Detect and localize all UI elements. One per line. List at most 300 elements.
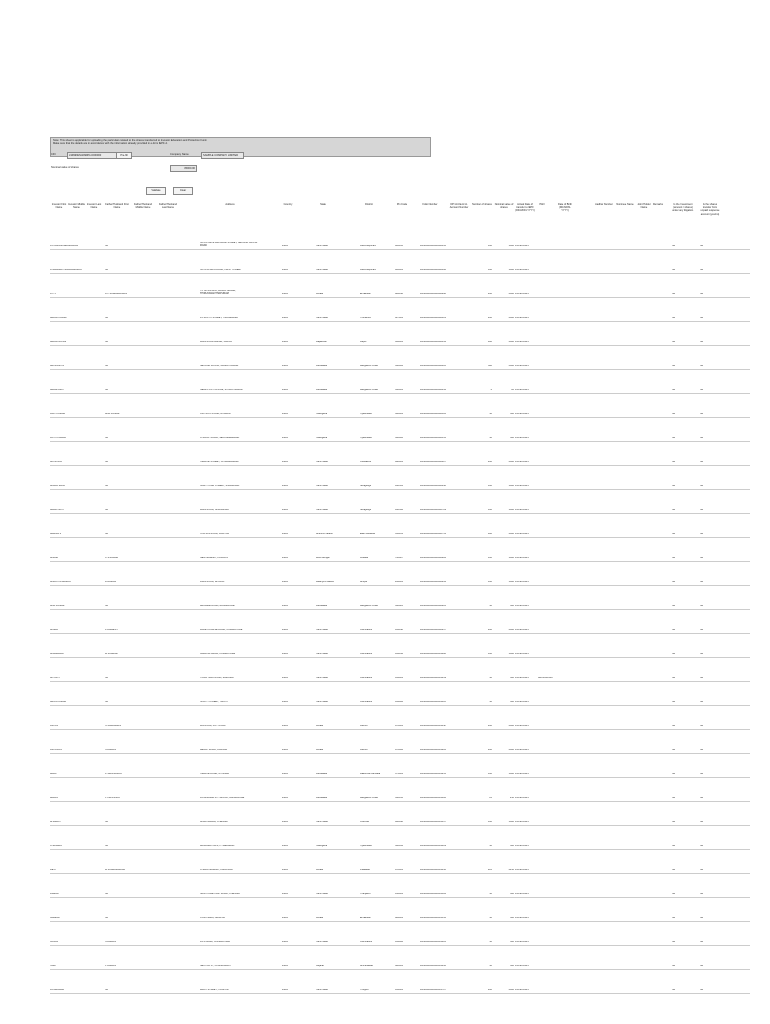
cell-folio-number[interactable]: RLS0000000000000301 <box>420 317 446 320</box>
cell-folio-number[interactable]: RLS0000000000001502 <box>420 893 446 896</box>
cell-pin-code[interactable]: 600040 <box>395 821 403 824</box>
cell-folio-number[interactable]: RLS0000000000001306 <box>420 797 446 800</box>
cell-number-of-shares[interactable]: 100 <box>488 821 492 824</box>
cell-transfer-date[interactable]: 19-Feb-2021 <box>515 797 529 800</box>
cell-suspense-account[interactable]: No <box>700 533 704 536</box>
cell-district[interactable]: Palakkad <box>360 869 370 872</box>
cell-district[interactable]: Coimbatore <box>360 941 373 944</box>
cell-transfer-date[interactable]: 19-Feb-2021 <box>515 581 529 584</box>
cell-number-of-shares[interactable]: 200 <box>488 749 492 752</box>
cell-investor-first-name[interactable]: ASHOKAN <box>50 749 62 752</box>
cell-state[interactable]: Rajasthan <box>316 341 327 344</box>
cell-transfer-date[interactable]: 19-Feb-2021 <box>515 485 529 488</box>
cell-investor-first-name[interactable]: ASHOK <box>50 725 59 728</box>
cell-suspense-account[interactable]: No <box>700 749 704 752</box>
cell-suspense-account[interactable]: No <box>700 437 704 440</box>
cell-folio-number[interactable]: RLS0000000000001409 <box>420 845 446 848</box>
cell-country[interactable]: INDIA <box>282 797 289 800</box>
cell-litigation[interactable]: No <box>672 293 676 296</box>
cell-district[interactable]: Thanjavur <box>360 893 371 896</box>
cell-investor-first-name[interactable]: ARUN KUMAR <box>50 701 67 704</box>
cell-nominal-value[interactable]: 500 <box>510 677 514 680</box>
cell-investor-first-name[interactable]: CHANDRA <box>50 845 62 848</box>
cell-country[interactable]: INDIA <box>282 389 289 392</box>
cell-folio-number[interactable]: RLS0000000000000268 <box>420 293 446 296</box>
cell-pin-code[interactable]: 641002 <box>395 701 403 704</box>
cell-folio-number[interactable]: RLS0000000000000503 <box>420 413 446 416</box>
cell-country[interactable]: INDIA <box>282 461 289 464</box>
cell-investor-first-name[interactable]: DEVI <box>50 869 56 872</box>
cell-number-of-shares[interactable]: 100 <box>488 269 492 272</box>
cell-number-of-shares[interactable]: 50 <box>489 893 492 896</box>
cell-state[interactable]: Tamil Nadu <box>316 989 328 992</box>
cell-number-of-shares[interactable]: 100 <box>488 653 492 656</box>
cell-investor-first-name[interactable]: ABRAHAM P <box>50 389 65 392</box>
cell-number-of-shares[interactable]: 200 <box>488 725 492 728</box>
cell-litigation[interactable]: No <box>672 701 676 704</box>
cell-state[interactable]: Tamil Nadu <box>316 701 328 704</box>
cell-pin-code[interactable]: 462001 <box>395 581 403 584</box>
cell-nominal-value[interactable]: 1000 <box>508 773 514 776</box>
cell-address[interactable]: CHURCH ROAD, SECUNDERABAD <box>200 437 240 440</box>
cell-number-of-shares[interactable]: 300 <box>488 365 492 368</box>
cell-pin-code[interactable]: 641001 <box>395 677 403 680</box>
cell-investor-first-name[interactable]: GOPAL <box>50 941 59 944</box>
cell-suspense-account[interactable]: No <box>700 269 704 272</box>
cell-litigation[interactable]: No <box>672 965 676 968</box>
cell-district[interactable]: Hyderabad <box>360 437 372 440</box>
cell-investor-first-name[interactable]: ANAND <box>50 557 59 560</box>
cell-district[interactable]: Ernakulam <box>360 917 372 920</box>
cell-nominal-value[interactable]: 500 <box>510 845 514 848</box>
cell-folio-number[interactable]: RLS0000000000001450 <box>420 869 446 872</box>
cell-litigation[interactable]: No <box>672 485 676 488</box>
cell-transfer-date[interactable]: 19-Feb-2021 <box>515 269 529 272</box>
cell-pan[interactable]: ABCPA1234K <box>538 677 553 680</box>
cell-district[interactable]: Kannur <box>360 725 368 728</box>
cell-investor-first-name[interactable]: ABHILASH R <box>50 365 65 368</box>
cell-pin-code[interactable]: 560004 <box>395 365 403 368</box>
cell-pin-code[interactable]: 682016 <box>395 293 403 296</box>
cell-folio-number[interactable]: RLS0000000000001656 <box>420 965 446 968</box>
cell-number-of-shares[interactable]: 50 <box>489 677 492 680</box>
cell-father-first-name[interactable]: NA <box>105 605 109 608</box>
cell-nominal-value[interactable]: 2250 <box>508 869 514 872</box>
cell-state[interactable]: Tamil Nadu <box>316 509 328 512</box>
cell-address[interactable]: SOUTH STREET, TRICHY <box>200 701 229 704</box>
cell-investor-first-name[interactable]: HARI <box>50 965 56 968</box>
cell-number-of-shares[interactable]: 100 <box>488 509 492 512</box>
cell-country[interactable]: INDIA <box>282 653 289 656</box>
cell-litigation[interactable]: No <box>672 797 676 800</box>
cell-litigation[interactable]: No <box>672 509 676 512</box>
cell-transfer-date[interactable]: 19-Feb-2021 <box>515 917 529 920</box>
cell-country[interactable]: INDIA <box>282 437 289 440</box>
cell-investor-first-name[interactable]: JAYARAMAN <box>50 989 65 992</box>
cell-number-of-shares[interactable]: 225 <box>488 869 492 872</box>
cell-address[interactable]: TOWN HALL ROAD, MADURAI <box>200 677 234 680</box>
cell-nominal-value[interactable]: 4000 <box>508 341 514 344</box>
cell-father-first-name[interactable]: S SUBRAMANI <box>105 725 122 728</box>
cell-transfer-date[interactable]: 19-Feb-2021 <box>515 725 529 728</box>
cell-country[interactable]: INDIA <box>282 629 289 632</box>
cell-number-of-shares[interactable]: 50 <box>489 845 492 848</box>
cell-pin-code[interactable]: 641601 <box>395 989 403 992</box>
cell-litigation[interactable]: No <box>672 413 676 416</box>
cell-father-first-name[interactable]: NA <box>105 701 109 704</box>
cell-district[interactable]: Coimbatore <box>360 653 373 656</box>
cell-number-of-shares[interactable]: 200 <box>488 293 492 296</box>
cell-state[interactable]: Tamil Nadu <box>316 245 328 248</box>
cell-suspense-account[interactable]: No <box>700 245 704 248</box>
cell-district[interactable]: Jaipur <box>360 341 367 344</box>
cell-folio-number[interactable]: RLS0000000000000905 <box>420 605 446 608</box>
cell-suspense-account[interactable]: No <box>700 701 704 704</box>
cell-suspense-account[interactable]: No <box>700 797 704 800</box>
cell-country[interactable]: INDIA <box>282 725 289 728</box>
cell-suspense-account[interactable]: No <box>700 869 704 872</box>
cell-address[interactable]: MG ROAD, KOTTAYAM <box>200 725 226 728</box>
cell-father-first-name[interactable]: NA <box>105 317 109 320</box>
cell-suspense-account[interactable]: No <box>700 821 704 824</box>
cell-litigation[interactable]: No <box>672 245 676 248</box>
cell-transfer-date[interactable]: 19-Feb-2021 <box>515 245 529 248</box>
cell-number-of-shares[interactable]: 100 <box>488 773 492 776</box>
cell-investor-first-name[interactable]: ALAGU RAJA <box>50 485 65 488</box>
validate-button[interactable]: Validate <box>146 187 166 195</box>
cell-investor-first-name[interactable]: BHARATH <box>50 821 62 824</box>
cell-litigation[interactable]: No <box>672 605 676 608</box>
cell-nominal-value[interactable]: 20 <box>511 389 514 392</box>
cell-father-first-name[interactable]: NA <box>105 389 109 392</box>
cell-district[interactable]: Bangalore Urban <box>360 797 379 800</box>
cell-pin-code[interactable]: 500003 <box>395 437 403 440</box>
cell-district[interactable]: East Godavari <box>360 533 376 536</box>
cell-state[interactable]: West Bengal <box>316 557 330 560</box>
cell-litigation[interactable]: No <box>672 773 676 776</box>
cell-father-first-name[interactable]: S RAMAN <box>105 749 116 752</box>
cell-country[interactable]: INDIA <box>282 845 289 848</box>
cell-address[interactable]: NO 1/45 MAIN ROAD, FIRST STREET <box>200 269 242 272</box>
cell-address[interactable]: STATION ROAD, GUNTUR <box>200 533 230 536</box>
cell-transfer-date[interactable]: 19-Feb-2021 <box>515 869 529 872</box>
cell-litigation[interactable]: No <box>672 317 676 320</box>
cell-state[interactable]: Tamil Nadu <box>316 893 328 896</box>
cell-transfer-date[interactable]: 19-Feb-2021 <box>515 365 529 368</box>
cell-investor-first-name[interactable]: DINESH <box>50 893 60 896</box>
cell-state[interactable]: Telangana <box>316 413 328 416</box>
cell-father-first-name[interactable]: K SRINIVASAN <box>105 773 122 776</box>
cell-number-of-shares[interactable]: 100 <box>488 245 492 248</box>
cell-investor-first-name[interactable]: AKHIL RAJ <box>50 461 63 464</box>
cell-folio-number[interactable]: RLS0000000000001357 <box>420 821 446 824</box>
cell-father-first-name[interactable]: NA <box>105 365 109 368</box>
cell-nominal-value[interactable]: 500 <box>510 965 514 968</box>
cell-address[interactable]: WEST STREET, TIRUPUR <box>200 989 229 992</box>
cell-transfer-date[interactable]: 19-Feb-2021 <box>515 845 529 848</box>
cell-folio-number[interactable]: RLS0000000000001152 <box>420 725 446 728</box>
cell-suspense-account[interactable]: No <box>700 461 704 464</box>
cell-state[interactable]: Tamil Nadu <box>316 317 328 320</box>
cell-folio-number[interactable]: RLS0000000000000354 <box>420 341 446 344</box>
cell-district[interactable]: Kancheepuram <box>360 245 377 248</box>
cell-country[interactable]: INDIA <box>282 533 289 536</box>
cell-suspense-account[interactable]: No <box>700 413 704 416</box>
cell-litigation[interactable]: No <box>672 725 676 728</box>
cell-nominal-value[interactable]: 2000 <box>508 629 514 632</box>
cell-district[interactable]: Hyderabad <box>360 413 372 416</box>
cell-litigation[interactable]: No <box>672 845 676 848</box>
cell-litigation[interactable]: No <box>672 629 676 632</box>
cell-nominal-value[interactable]: 1000 <box>508 245 514 248</box>
cell-district[interactable]: Sivaganga <box>360 509 372 512</box>
cell-nominal-value[interactable]: 2000 <box>508 989 514 992</box>
cell-address[interactable]: ANNA NAGAR, CHENNAI <box>200 821 228 824</box>
cell-investor-first-name[interactable]: ANNAMALAI <box>50 653 64 656</box>
cell-address[interactable]: NEW MARKET, KOLKATA <box>200 557 228 560</box>
cell-nominal-value[interactable]: 250 <box>510 797 514 800</box>
cell-litigation[interactable]: No <box>672 557 676 560</box>
cell-folio-number[interactable]: RLS0000000000001101 <box>420 701 446 704</box>
cell-number-of-shares[interactable]: 50 <box>489 437 492 440</box>
cell-number-of-shares[interactable]: 25 <box>489 797 492 800</box>
cell-investor-first-name[interactable]: BABU <box>50 773 57 776</box>
cell-district[interactable]: Dakshina Kannada <box>360 773 381 776</box>
cell-address[interactable]: SECOND FLOOR, GANDHI BAZAR <box>200 365 239 368</box>
cell-father-first-name[interactable]: NA <box>105 485 109 488</box>
cell-address[interactable]: CIVIL LINES, NAGPUR <box>200 917 226 920</box>
cell-country[interactable]: INDIA <box>282 605 289 608</box>
clear-button[interactable]: Clear <box>173 187 193 195</box>
cell-investor-first-name[interactable]: ABDUL KALAM <box>50 317 67 320</box>
cell-father-first-name[interactable]: M SUBBIAH <box>105 653 119 656</box>
cell-suspense-account[interactable]: No <box>700 389 704 392</box>
cell-father-first-name[interactable]: K RAMESH <box>105 629 118 632</box>
cell-investor-first-name[interactable]: ANJALI <box>50 629 59 632</box>
cell-litigation[interactable]: No <box>672 941 676 944</box>
cell-address[interactable]: TC NO 23/1435, RAJAJI NAGAR, THIRUVANANTHAPURAM <box>200 290 236 296</box>
cell-father-first-name[interactable]: NA <box>105 893 109 896</box>
cell-state[interactable]: Andhra Pradesh <box>316 533 334 536</box>
cell-address[interactable]: NEAR POST OFFICE, SHIVAJI NAGAR <box>200 389 243 392</box>
cell-country[interactable]: INDIA <box>282 485 289 488</box>
cell-address[interactable]: MAIN ROAD BAZAR, JAIPUR <box>200 341 233 344</box>
cell-state[interactable]: Tamil Nadu <box>316 821 328 824</box>
cell-country[interactable]: INDIA <box>282 917 289 920</box>
cell-district[interactable]: Tiruppur <box>360 989 369 992</box>
cell-litigation[interactable]: No <box>672 893 676 896</box>
cell-litigation[interactable]: No <box>672 989 676 992</box>
cell-state[interactable]: Kerala <box>316 917 323 920</box>
cell-nominal-value[interactable]: 500 <box>510 941 514 944</box>
cell-suspense-account[interactable]: No <box>700 965 704 968</box>
cell-state[interactable]: Karnataka <box>316 389 327 392</box>
cell-litigation[interactable]: No <box>672 389 676 392</box>
cell-number-of-shares[interactable]: 100 <box>488 581 492 584</box>
cell-address[interactable]: SECTOR 17, CHANDIGARH <box>200 965 231 968</box>
cell-transfer-date[interactable]: 19-Feb-2021 <box>515 605 529 608</box>
cell-transfer-date[interactable]: 19-Feb-2021 <box>515 677 529 680</box>
cell-transfer-date[interactable]: 19-Feb-2021 <box>515 509 529 512</box>
cell-country[interactable]: INDIA <box>282 749 289 752</box>
cell-pin-code[interactable]: 641002 <box>395 941 403 944</box>
cell-pin-code[interactable]: 630561 <box>395 485 403 488</box>
cell-pin-code[interactable]: 560025 <box>395 605 403 608</box>
cell-nominal-value[interactable]: 2000 <box>508 749 514 752</box>
cell-suspense-account[interactable]: No <box>700 893 704 896</box>
cell-father-first-name[interactable]: ANIL KUMAR <box>105 413 120 416</box>
cell-suspense-account[interactable]: No <box>700 485 704 488</box>
cell-number-of-shares[interactable]: 50 <box>489 413 492 416</box>
cell-father-first-name[interactable]: V KRISHNAN <box>105 797 120 800</box>
cell-pin-code[interactable]: 603001 <box>395 269 403 272</box>
cell-transfer-date[interactable]: 19-Feb-2021 <box>515 293 529 296</box>
cell-father-first-name[interactable]: C S RAMAN <box>105 557 119 560</box>
cell-number-of-shares[interactable]: 50 <box>489 917 492 920</box>
cell-pin-code[interactable]: 603103 <box>395 245 403 248</box>
cell-number-of-shares[interactable]: 50 <box>489 605 492 608</box>
cell-state[interactable]: Tamil Nadu <box>316 941 328 944</box>
cell-district[interactable]: Bangalore Urban <box>360 605 379 608</box>
cell-state[interactable]: Tamil Nadu <box>316 461 328 464</box>
cell-folio-number[interactable]: RLS0000000000000607 <box>420 461 446 464</box>
cell-father-first-name[interactable]: NA <box>105 245 109 248</box>
cell-father-first-name[interactable]: NA <box>105 437 109 440</box>
cell-number-of-shares[interactable]: 200 <box>488 989 492 992</box>
cell-suspense-account[interactable]: No <box>700 293 704 296</box>
cell-suspense-account[interactable]: No <box>700 677 704 680</box>
cell-folio-number[interactable]: RLS0000000000000145 <box>420 245 446 248</box>
cell-pin-code[interactable]: 380001 <box>395 965 403 968</box>
cell-country[interactable]: INDIA <box>282 509 289 512</box>
cell-state[interactable]: Tamil Nadu <box>316 653 328 656</box>
cell-state[interactable]: Karnataka <box>316 773 327 776</box>
cell-suspense-account[interactable]: No <box>700 557 704 560</box>
cell-district[interactable]: Ahmedabad <box>360 965 373 968</box>
cell-state[interactable]: Tamil Nadu <box>316 485 328 488</box>
cell-number-of-shares[interactable]: 50 <box>489 701 492 704</box>
cell-district[interactable]: Coimbatore <box>360 629 373 632</box>
cell-investor-first-name[interactable]: A V V <box>50 293 56 296</box>
cell-nominal-value[interactable]: 1000 <box>508 557 514 560</box>
cell-pin-code[interactable]: 560011 <box>395 797 403 800</box>
cell-nominal-value[interactable]: 2000 <box>508 317 514 320</box>
cell-folio-number[interactable]: RLS0000000000000751 <box>420 533 446 536</box>
cell-address[interactable]: RS PURAM, COIMBATORE <box>200 941 230 944</box>
cell-number-of-shares[interactable]: 200 <box>488 461 492 464</box>
cell-father-first-name[interactable]: NA <box>105 677 109 680</box>
cell-country[interactable]: INDIA <box>282 413 289 416</box>
cell-pin-code[interactable]: 627001 <box>395 317 403 320</box>
cell-state[interactable]: Karnataka <box>316 365 327 368</box>
cell-folio-number[interactable]: RLS0000000000000555 <box>420 437 446 440</box>
cell-country[interactable]: INDIA <box>282 269 289 272</box>
cell-nominal-value[interactable]: 2000 <box>508 461 514 464</box>
cell-country[interactable]: INDIA <box>282 245 289 248</box>
cell-folio-number[interactable]: RLS0000000000001059 <box>420 677 446 680</box>
cell-pin-code[interactable]: 500034 <box>395 845 403 848</box>
cell-father-first-name[interactable]: NA <box>105 821 109 824</box>
cell-father-first-name[interactable]: R RAMAN <box>105 581 117 584</box>
cell-investor-first-name[interactable]: A K BALASUBRAMANIAN <box>50 245 79 248</box>
cell-pin-code[interactable]: 533101 <box>395 533 403 536</box>
cell-folio-number[interactable]: RLS0000000000000658 <box>420 485 446 488</box>
cell-address[interactable]: 14 SOUTH STREET, TIRUNELVELI <box>200 317 239 320</box>
cell-folio-number[interactable]: RLS0000000000000709 <box>420 509 446 512</box>
cell-suspense-account[interactable]: No <box>700 317 704 320</box>
cell-state[interactable]: Telangana <box>316 437 328 440</box>
cell-suspense-account[interactable]: No <box>700 653 704 656</box>
cell-pin-code[interactable]: 302001 <box>395 341 403 344</box>
cell-pin-code[interactable]: 560001 <box>395 389 403 392</box>
cell-number-of-shares[interactable]: 400 <box>488 341 492 344</box>
cell-transfer-date[interactable]: 19-Feb-2021 <box>515 413 529 416</box>
cell-transfer-date[interactable]: 19-Feb-2021 <box>515 941 529 944</box>
cell-nominal-value[interactable]: 500 <box>510 701 514 704</box>
cell-suspense-account[interactable]: No <box>700 509 704 512</box>
cell-father-first-name[interactable]: NA <box>105 845 109 848</box>
cell-nominal-value[interactable]: 4000 <box>508 533 514 536</box>
cell-investor-first-name[interactable]: ANANTHA RAMAN <box>50 581 71 584</box>
cell-district[interactable]: Bhopal <box>360 581 368 584</box>
cell-address[interactable]: RING ROAD, BHOPAL <box>200 581 225 584</box>
cell-folio-number[interactable]: RLS0000000000001605 <box>420 941 446 944</box>
cell-nominal-value[interactable]: 500 <box>510 605 514 608</box>
cell-folio-number[interactable]: RLS0000000000000957 <box>420 629 446 632</box>
cell-suspense-account[interactable]: No <box>700 917 704 920</box>
cell-transfer-date[interactable]: 19-Feb-2021 <box>515 749 529 752</box>
cell-country[interactable]: INDIA <box>282 941 289 944</box>
cell-district[interactable]: Sivaganga <box>360 485 372 488</box>
cell-investor-first-name[interactable]: BALAJI <box>50 797 58 800</box>
cell-state[interactable]: Kerala <box>316 749 323 752</box>
cell-country[interactable]: INDIA <box>282 821 289 824</box>
cell-transfer-date[interactable]: 19-Feb-2021 <box>515 389 529 392</box>
cell-state[interactable]: Kerala <box>316 869 323 872</box>
cell-folio-number[interactable]: RLS0000000000001008 <box>420 653 446 656</box>
cell-folio-number[interactable]: RLS0000000000001553 <box>420 917 446 920</box>
cell-transfer-date[interactable]: 19-Feb-2021 <box>515 341 529 344</box>
cell-litigation[interactable]: No <box>672 653 676 656</box>
cell-nominal-value[interactable]: 1000 <box>508 653 514 656</box>
cell-number-of-shares[interactable]: 2 <box>490 389 492 392</box>
cell-folio-number[interactable]: RLS0000000000000410 <box>420 365 446 368</box>
cell-number-of-shares[interactable]: 100 <box>488 557 492 560</box>
cell-state[interactable]: Kerala <box>316 293 323 296</box>
cell-litigation[interactable]: No <box>672 341 676 344</box>
cell-pin-code[interactable]: 575001 <box>395 773 403 776</box>
cell-transfer-date[interactable]: 19-Feb-2021 <box>515 701 529 704</box>
cell-transfer-date[interactable]: 19-Feb-2021 <box>515 893 529 896</box>
cell-state[interactable]: Telangana <box>316 845 328 848</box>
cell-country[interactable]: INDIA <box>282 293 289 296</box>
cell-district[interactable]: Coimbatore <box>360 677 373 680</box>
cell-suspense-account[interactable]: No <box>700 941 704 944</box>
cell-district[interactable]: Chennai <box>360 821 369 824</box>
cell-address[interactable]: BANJARA HILLS, HYDERABAD <box>200 845 235 848</box>
cell-folio-number[interactable]: RLS0000000000000196 <box>420 269 446 272</box>
cell-transfer-date[interactable]: 19-Feb-2021 <box>515 437 529 440</box>
cell-transfer-date[interactable]: 19-Feb-2021 <box>515 533 529 536</box>
cell-address[interactable]: OPP BUS STAND, BHAVANI <box>200 413 231 416</box>
cell-number-of-shares[interactable]: 400 <box>488 533 492 536</box>
cell-number-of-shares[interactable]: 100 <box>488 485 492 488</box>
cell-state[interactable]: Kerala <box>316 725 323 728</box>
cell-father-first-name[interactable]: S RAMAN <box>105 941 116 944</box>
cell-folio-number[interactable]: RLS0000000000001255 <box>420 773 446 776</box>
cell-suspense-account[interactable]: No <box>700 725 704 728</box>
cell-father-first-name[interactable]: NA <box>105 509 109 512</box>
